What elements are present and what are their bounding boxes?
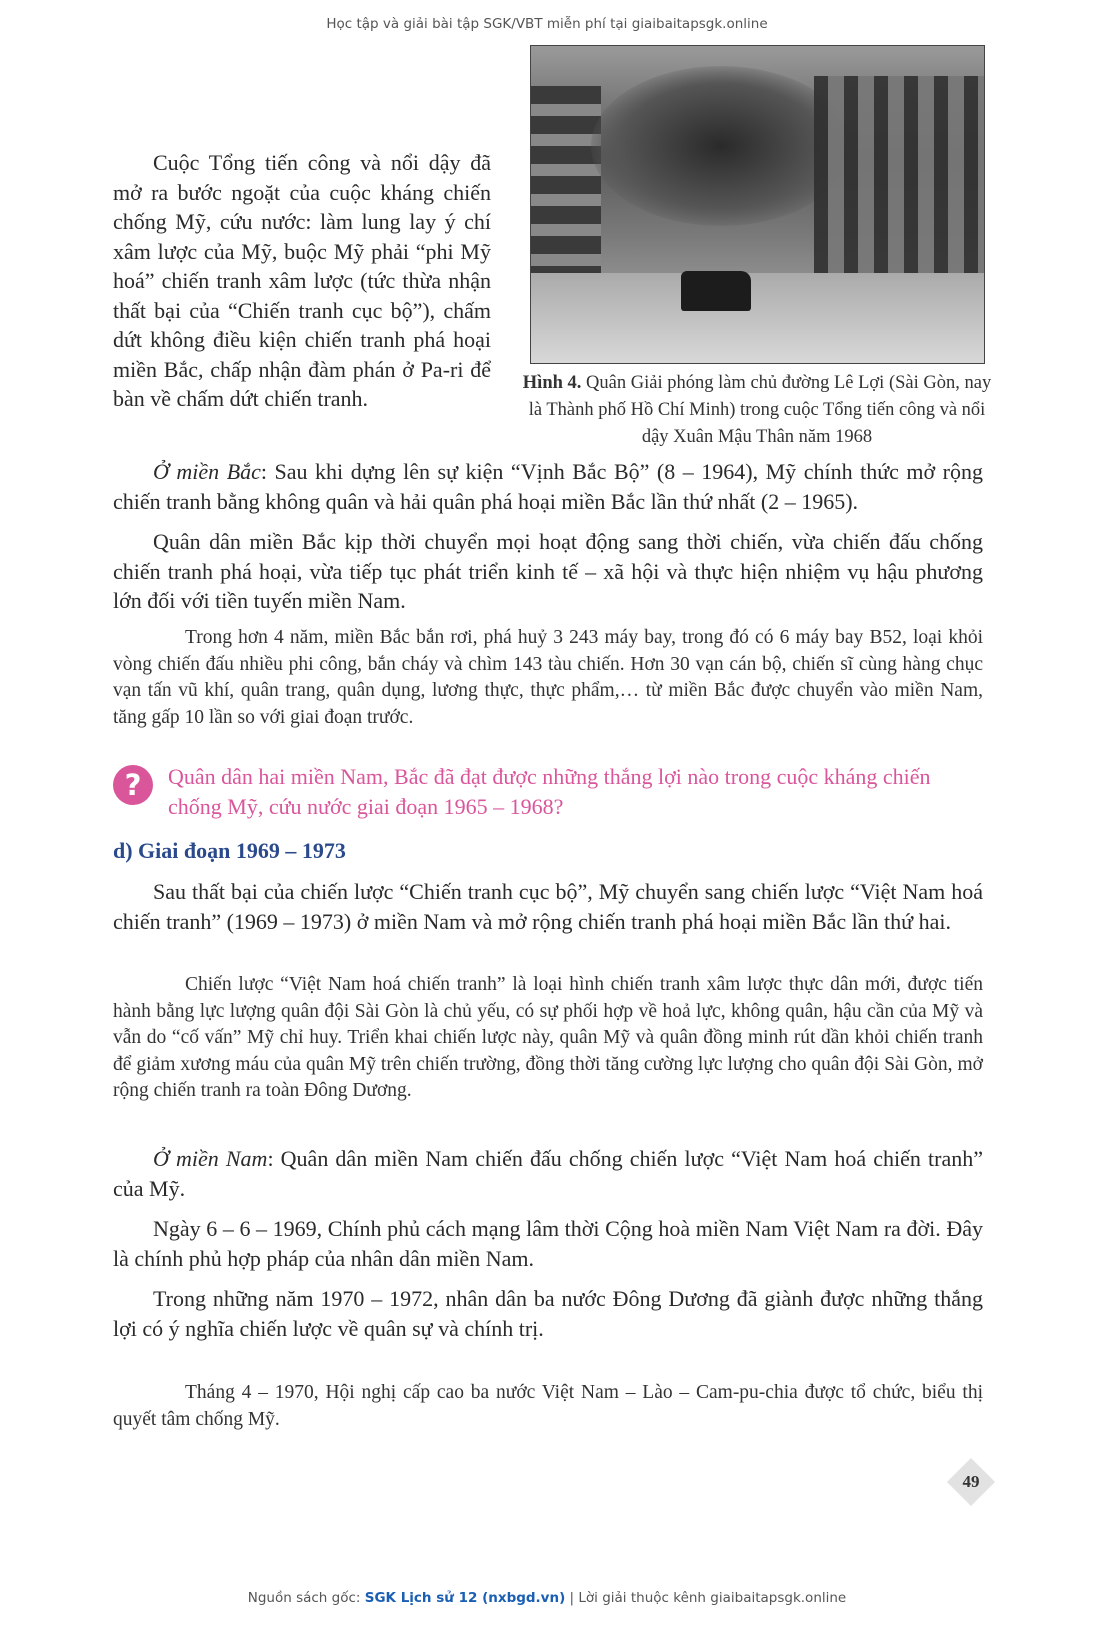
paragraph-north-text: : Sau khi dựng lên sự kiện “Vịnh Bắc Bộ” (8 – 1964), Mỹ chính thức mở rộng chiến tranh bằng không quân và hải quân phá hoại miền Bắc lần thứ nhất (2 – 1965). [113, 459, 983, 514]
page-footer [0, 1590, 1094, 1606]
photo-smoke [591, 66, 851, 226]
page-header: Học tập và giải bài tập SGK/VBT miễn phí tại giaibaitapsgk.online [326, 16, 768, 32]
paragraph-south [113, 1144, 983, 1203]
paragraph-north [113, 457, 983, 516]
review-question: Quân dân hai miền Nam, Bắc đã đạt được những thắng lợi nào trong cuộc kháng chiến chống Mỹ, cứu nước giai đoạn 1965 – 1968? [168, 764, 931, 819]
paragraph-indochina-victories: Trong những năm 1970 – 1972, nhân dân ba nước Đông Dương đã giành được những thắng lợi có ý nghĩa chiến lược về quân sự và chính trị. [113, 1286, 983, 1341]
note-summit: Tháng 4 – 1970, Hội nghị cấp cao ba nước Việt Nam – Lào – Cam-pu-chia được tổ chức, biểu thị quyết tâm chống Mỹ. [113, 1382, 983, 1430]
note-north-achievements: Trong hơn 4 năm, miền Bắc bắn rơi, phá huỷ 3 243 máy bay, trong đó có 6 máy bay B52, loại khỏi vòng chiến đấu nhiều phi công, bắn cháy và chìm 143 tàu chiến. Hơn 30 vạn cán bộ, chiến sĩ cùng hàng chục vạn tấn vũ khí, quân trang, quân dụng, lương thực, thực phẩm,… từ miền Bắc được chuyển vào miền Nam, tăng gấp 10 lần so với giai đoạn trước. [113, 627, 983, 728]
figure-caption-text: Quân Giải phóng làm chủ đường Lê Lợi (Sài Gòn, nay là Thành phố Hồ Chí Minh) trong cuộc Tổng tiến công và nổi dậy Xuân Mậu Thân năm 1968 [528, 373, 992, 447]
question-icon: ? [113, 765, 153, 805]
photo-road [531, 273, 984, 363]
note-vietnamization: Chiến lược “Việt Nam hoá chiến tranh” là loại hình chiến tranh xâm lược thực dân mới, được tiến hành bằng lực lượng quân đội Sài Gòn là chủ yếu, có sự phối hợp về hoả lực, không quân, hậu cần của Mỹ và vẫn do “cố vấn” Mỹ chỉ huy. Triển khai chiến lược này, quân Mỹ và quân đồng minh rút dần khỏi chiến tranh để giảm xương máu của quân Mỹ trên chiến trường, đồng thời tăng cường lực lượng cho quân đội Sài Gòn, mở rộng chiến tranh ra toàn Đông Dương. [113, 974, 983, 1101]
paragraph-north-response: Quân dân miền Bắc kịp thời chuyển mọi hoạt động sang thời chiến, vừa chiến đấu chống chiến tranh phá hoại, vừa tiếp tục phát triển kinh tế – xã hội và thực hiện nhiệm vụ hậu phương lớn đối với tiền tuyến miền Nam. [113, 529, 983, 613]
footer-source-link[interactable]: SGK Lịch sử 12 (nxbgd.vn) [364, 1590, 566, 1606]
paragraph-south-label: Ở miền Nam [153, 1146, 268, 1171]
paragraph-provisional-government: Ngày 6 – 6 – 1969, Chính phủ cách mạng lâm thời Cộng hoà miền Nam Việt Nam ra đời. Đây là chính phủ hợp pháp của nhân dân miền Nam. [113, 1216, 983, 1271]
paragraph-south-text: : Quân dân miền Nam chiến đấu chống chiến lược “Việt Nam hoá chiến tranh” của Mỹ. [113, 1146, 983, 1201]
paragraph-strategy-change: Sau thất bại của chiến lược “Chiến tranh cục bộ”, Mỹ chuyển sang chiến lược “Việt Nam hoá chiến tranh” (1969 – 1973) ở miền Nam và mở rộng chiến tranh phá hoại miền Bắc lần thứ hai. [113, 879, 983, 934]
footer-suffix: | Lời giải thuộc kênh giaibaitapsgk.online [565, 1590, 847, 1606]
footer-prefix: Nguồn sách gốc: [247, 1590, 365, 1606]
page-number-text: 49 [962, 1472, 980, 1491]
figure-caption [518, 370, 996, 451]
figure-label: Hình 4. [522, 373, 582, 393]
photo-vehicle [681, 271, 751, 311]
figure-photo [530, 45, 985, 364]
page-number [947, 1458, 995, 1506]
paragraph-turning-point: Cuộc Tổng tiến công và nổi dậy đã mở ra bước ngoặt của cuộc kháng chiến chống Mỹ, cứu nước: làm lung lay ý chí xâm lược của Mỹ, buộc Mỹ phải “phi Mỹ hoá” chiến tranh xâm lược (tức thừa nhận thất bại của “Chiến tranh cục bộ”), chấm dứt không điều kiện chiến tranh phá hoại miền Bắc, chấp nhận đàm phán ở Pa-ri để bàn về chấm dứt chiến tranh. [113, 150, 491, 411]
section-title: d) Giai đoạn 1969 – 1973 [113, 838, 346, 863]
paragraph-north-label: Ở miền Bắc [153, 459, 261, 484]
